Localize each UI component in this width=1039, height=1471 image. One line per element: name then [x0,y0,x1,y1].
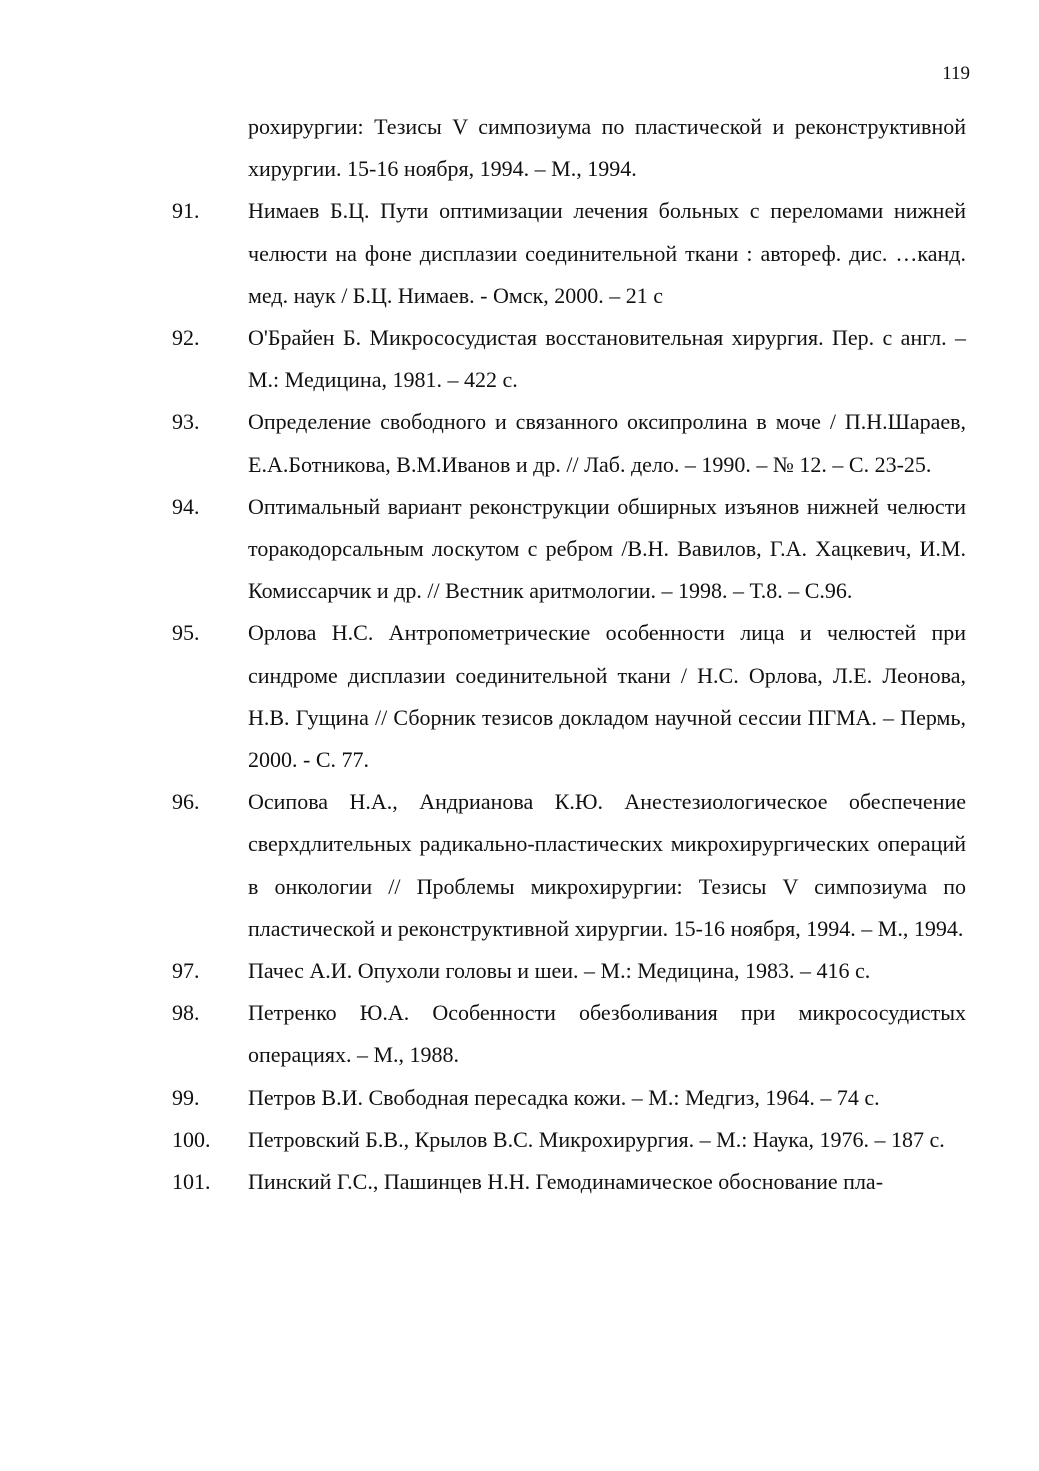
reference-number: 99. [172,1084,200,1110]
reference-text: О'Брайен Б. Микрососудистая восстановительная хирургия. Пер. с англ. – М.: Медицина, 1981. – 422 с. [248,325,966,393]
reference-number: 92. [172,325,200,351]
reference-number: 101. [172,1169,211,1195]
reference-item [0,190,1039,317]
reference-text: Осипова Н.А., Андрианова К.Ю. Анестезиологическое обеспечение сверхдлительных радикально-пластических микрохирургических операций в онкологии // Проблемы микрохирургии: Тезисы V симпозиума по пластической и реконструктивной хирургии. 15-16 ноября, 1994. – М., 1994. [248,789,966,941]
reference-number: 98. [172,1000,200,1026]
reference-text: Петров В.И. Свободная пересадка кожи. – М.: Медгиз, 1964. – 74 с. [248,1084,880,1110]
reference-text: Пачес А.И. Опухоли головы и шеи. – М.: Медицина, 1983. – 416 с. [248,958,871,984]
reference-item [0,1077,1039,1119]
reference-text: рохирургии: Тезисы V симпозиума по пластической и реконструктивной хирургии. 15-16 ноября, 1994. – М., 1994. [248,114,966,182]
reference-text: Оптимальный вариант реконструкции обширных изъянов нижней челюсти торакодорсальным лоскутом с ребром /В.Н. Вавилов, Г.А. Хацкевич, И.М. Комиссарчик и др. // Вестник аритмологии. – 1998. – Т.8. – С.96. [248,493,966,604]
reference-text: Определение свободного и связанного оксипролина в моче / П.Н.Шараев, Е.А.Ботникова, В.М.Иванов и др. // Лаб. дело. – 1990. – № 12. – С. 23-25. [248,409,966,477]
reference-text: Орлова Н.С. Антропометрические особенности лица и челюстей при синдроме дисплазии соединительной ткани / Н.С. Орлова, Л.Е. Леонова, Н.В. Гущина // Сборник тезисов докладом научной сессии ПГМА. – Пермь, 2000. - С. 77. [248,620,966,773]
reference-number: 94. [172,493,200,519]
reference-item [0,486,1039,613]
reference-item [0,1119,1039,1161]
reference-item [0,992,1039,1076]
reference-number: 96. [172,789,200,815]
reference-text: Петровский Б.В., Крылов В.С. Микрохирургия. – М.: Наука, 1976. – 187 с. [248,1126,945,1152]
reference-text: Пинский Г.С., Пашинцев Н.Н. Гемодинамическое обоснование пла- [248,1169,884,1195]
reference-number: 97. [172,958,200,984]
reference-item [0,612,1039,781]
reference-number: 91. [172,198,200,224]
reference-number: 93. [172,409,200,435]
reference-number: 100. [172,1126,211,1152]
page-number: 119 [942,63,970,84]
reference-item [0,781,1039,950]
reference-text: Нимаев Б.Ц. Пути оптимизации лечения больных с переломами нижней челюсти на фоне дисплазии соединительной ткани : автореф. дис. …канд. мед. наук / Б.Ц. Нимаев. - Омск, 2000. – 21 с [248,198,966,308]
reference-item [0,1161,1039,1203]
reference-item [0,317,1039,401]
reference-item [0,401,1039,485]
reference-text: Петренко Ю.А. Особенности обезболивания при микрососудистых операциях. – М., 1988. [248,1000,966,1068]
reference-item [0,950,1039,992]
reference-list [0,106,1039,1203]
reference-item [0,106,1039,190]
reference-number: 95. [172,620,200,646]
